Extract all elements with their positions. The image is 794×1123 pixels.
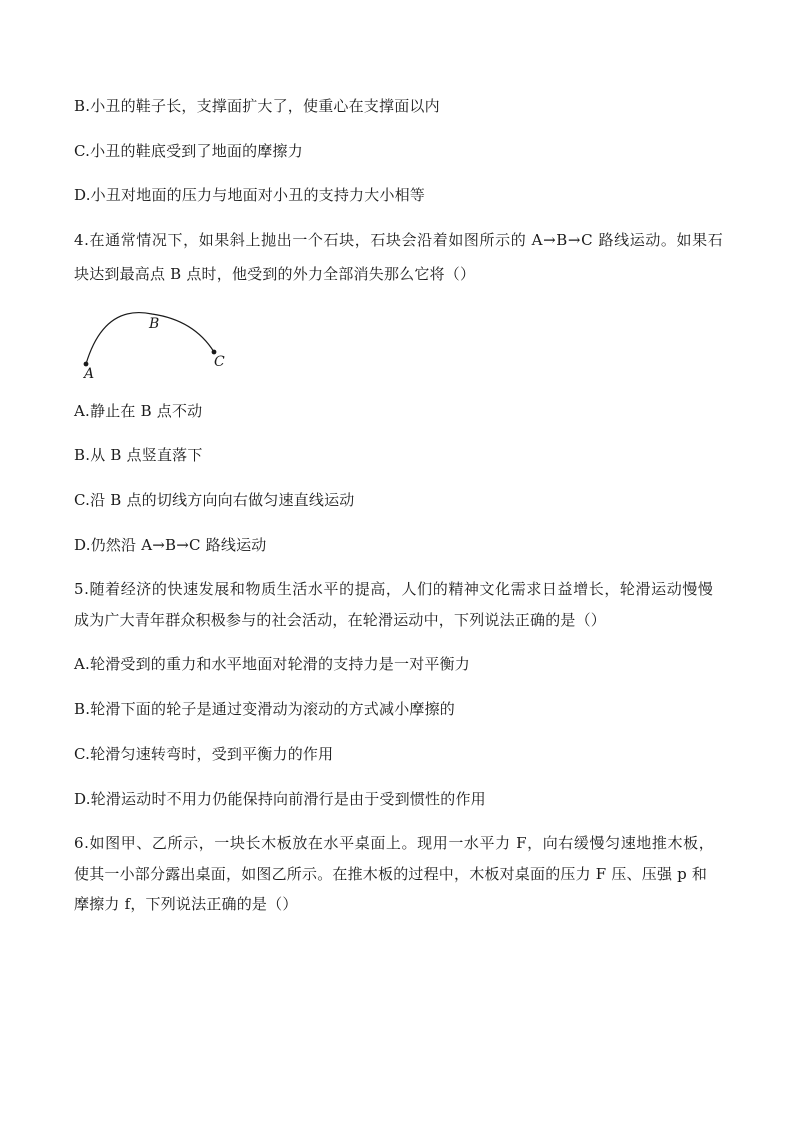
q4-option-a: A.静止在 B 点不动: [74, 402, 203, 420]
q5-stem-line2: 成为广大青年群众积极参与的社会活动，在轮滑运动中，下列说法正确的是（）: [74, 611, 607, 629]
point-a-label: A: [84, 366, 95, 382]
q5-option-b: B.轮滑下面的轮子是通过变滑动为滚动的方式减小摩擦的: [74, 700, 455, 718]
q5-stem-line1: 5.随着经济的快速发展和物质生活水平的提高，人们的精神文化需求日益增长，轮滑运动慢慢: [74, 580, 714, 598]
q3-option-d: D.小丑对地面的压力与地面对小丑的支持力大小相等: [74, 186, 426, 204]
q4-stem-line2: 块达到最高点 B 点时，他受到的外力全部消失那么它将（）: [74, 265, 476, 283]
q6-stem-line1: 6.如图甲、乙所示，一块长木板放在水平桌面上。现用一水平力 F，向右缓慢匀速地推木板，: [74, 834, 715, 852]
q4-option-b: B.从 B 点竖直落下: [74, 446, 203, 464]
q5-option-a: A.轮滑受到的重力和水平地面对轮滑的支持力是一对平衡力: [74, 655, 471, 673]
point-c-label: C: [214, 354, 225, 370]
q3-option-c: C.小丑的鞋底受到了地面的摩擦力: [74, 142, 303, 160]
q6-stem-line2: 使其一小部分露出桌面，如图乙所示。在推木板的过程中，木板对桌面的压力 F 压、压强 p 和: [74, 865, 708, 883]
trajectory-figure: [74, 306, 244, 386]
q3-option-b: B.小丑的鞋子长，支撑面扩大了，使重心在支撑面以内: [74, 97, 440, 115]
trajectory-diagram: [74, 306, 244, 386]
q4-stem-line1: 4.在通常情况下，如果斜上抛出一个石块，石块会沿着如图所示的 A→B→C 路线运动。如果石: [74, 231, 724, 249]
q5-option-c: C.轮滑匀速转弯时，受到平衡力的作用: [74, 745, 334, 763]
point-b-label: B: [149, 316, 160, 332]
q4-option-d: D.仍然沿 A→B→C 路线运动: [74, 536, 267, 554]
q6-stem-line3: 摩擦力 f，下列说法正确的是（）: [74, 895, 298, 913]
q5-option-d: D.轮滑运动时不用力仍能保持向前滑行是由于受到惯性的作用: [74, 790, 486, 808]
q4-option-c: C.沿 B 点的切线方向向右做匀速直线运动: [74, 491, 355, 509]
